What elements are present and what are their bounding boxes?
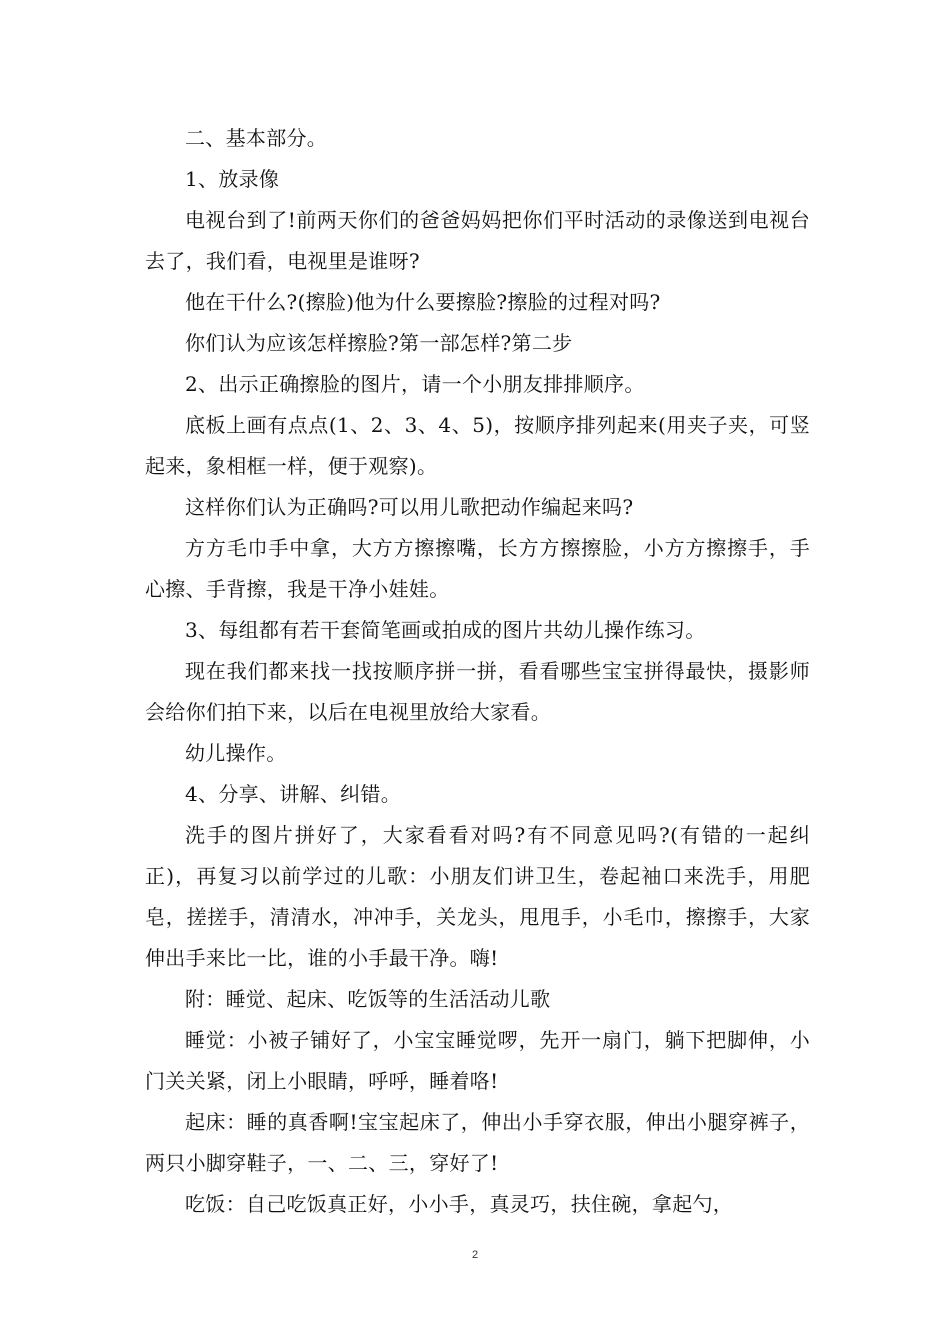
paragraph: 洗手的图片拼好了，大家看看对吗?有不同意见吗?(有错的一起纠正)，再复习以前学过的儿歌：小朋友们讲卫生，卷起袖口来洗手，用肥皂，搓搓手，清清水，冲冲手，关龙头，甩甩手，小毛巾，擦擦手，大家伸出手来比一比，谁的小手最干净。嗨! [145,823,810,970]
document-body [145,118,810,1225]
paragraph: 方方毛巾手中拿，大方方擦擦嘴，长方方擦擦脸，小方方擦擦手，手心擦、手背擦，我是干净小娃娃。 [145,536,810,601]
paragraph: 附：睡觉、起床、吃饭等的生活活动儿歌 [185,987,551,1011]
paragraph: 这样你们认为正确吗?可以用儿歌把动作编起来吗? [185,495,634,519]
paragraph: 2、出示正确擦脸的图片，请一个小朋友排排顺序。 [185,372,645,396]
paragraph: 1、放录像 [185,167,280,191]
paragraph: 吃饭：自己吃饭真正好，小小手，真灵巧，扶住碗，拿起勺， [185,1192,734,1216]
paragraph: 起床：睡的真香啊!宝宝起床了，伸出小手穿衣服，伸出小腿穿裤子，两只小脚穿鞋子，一、二、三，穿好了! [145,1110,810,1175]
paragraph: 现在我们都来找一找按顺序拼一拼，看看哪些宝宝拼得最快，摄影师会给你们拍下来，以后在电视里放给大家看。 [145,659,810,724]
paragraph: 你们认为应该怎样擦脸?第一部怎样?第二步 [185,331,573,355]
page-number: 2 [471,1249,479,1261]
paragraph: 4、分享、讲解、纠错。 [185,782,402,806]
paragraph: 二、基本部分。 [185,126,328,150]
paragraph: 底板上画有点点(1、2、3、4、5)，按顺序排列起来(用夹子夹，可竖起来，象相框一样，便于观察)。 [145,413,810,478]
paragraph: 睡觉：小被子铺好了，小宝宝睡觉啰，先开一扇门，躺下把脚伸，小门关关紧，闭上小眼睛，呼呼，睡着咯! [145,1028,810,1093]
paragraph: 电视台到了!前两天你们的爸爸妈妈把你们平时活动的录像送到电视台去了，我们看，电视里是谁呀? [145,208,810,273]
paragraph: 幼儿操作。 [185,741,287,765]
paragraph: 3、每组都有若干套简笔画或拍成的图片共幼儿操作练习。 [185,618,706,642]
paragraph: 他在干什么?(擦脸)他为什么要擦脸?擦脸的过程对吗? [185,290,661,314]
